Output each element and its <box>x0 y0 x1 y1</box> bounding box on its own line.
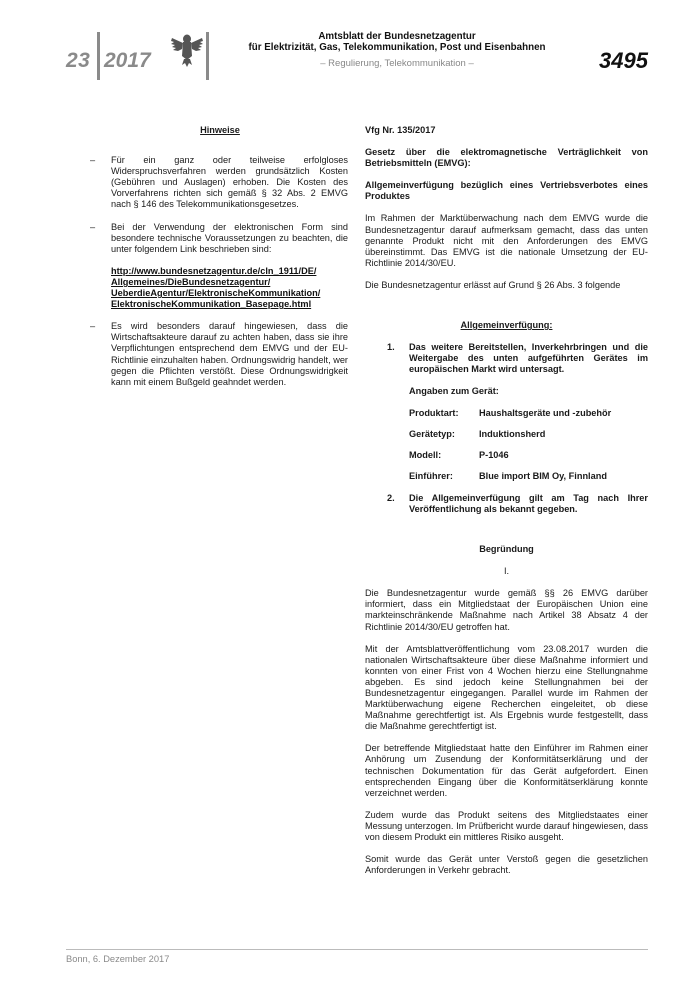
link-line[interactable]: UeberdieAgentur/ElektronischeKommunikation/ <box>111 288 321 299</box>
link-line[interactable]: ElektronischeKommunikation_Basepage.html <box>111 299 312 310</box>
note-item <box>92 321 348 388</box>
electronic-form-link[interactable] <box>111 266 348 310</box>
right-column <box>365 125 648 876</box>
page-number: 3495 <box>599 48 648 73</box>
device-row <box>409 450 648 461</box>
device-heading: Angaben zum Gerät: <box>409 386 499 397</box>
device-key: Gerätetyp: <box>409 428 455 439</box>
order-number: Vfg Nr. 135/2017 <box>365 125 436 135</box>
federal-eagle-icon <box>170 30 204 70</box>
law-title: Gesetz über die elektromagnetische Verträglichkeit von Betriebsmitteln (EMVG): <box>365 147 648 169</box>
note-text: Es wird besonders darauf hingewiesen, dass die Wirtschaftsakteure darauf zu achten haben, dass sie ihre Verpflichtungen entsprechend dem EMVG und der EU-Richtlinie einzuhalten haben. Ordnungswidrig handelt, wer gegen die Pflichten verstößt. Diese Ordnungswidrigkeit kann mit einem Bußgeld geahndet werden. <box>111 321 348 387</box>
notes-heading: Hinweise <box>200 125 240 135</box>
decree-point <box>365 342 648 375</box>
dash-marker: – <box>90 221 96 232</box>
reason-paragraph: Mit der Amtsblattveröffentlichung vom 23.08.2017 wurden die nationalen Wirtschaftsakteure über diese Maßnahme informiert und konnten von einer Frist von 4 Wochen hierzu eine Stellungnahme abgeben. Es sind jedoch keine Stellungnahmen bei der Bundesnetzagentur eingegangen. Parallel wurde im Rahmen der Marktüberwachung eigene Recherchen eingeleitet, ob diese Maßnahme gerechtfertigt ist. Als Ergebnis wurde festgestellt, dass die Maßnahme gerechtfertigt ist. <box>365 643 648 732</box>
point-number: 1. <box>387 342 395 353</box>
footer-date: Bonn, 6. Dezember 2017 <box>66 954 170 964</box>
intro-paragraph: Im Rahmen der Marktüberwachung nach dem EMVG wurde die Bundesnetzagentur darauf aufmerksam gemacht, dass das unten genannte Produkt nicht mit den Anforderungen des EMVG übereinstimmt. Das EMVG ist die nationale Umsetzung der EU-Richtlinie 2014/30/EU. <box>365 213 648 268</box>
gazette-title: Amtsblatt der Bundesnetzagentur <box>318 31 476 42</box>
device-key: Einführer: <box>409 470 453 481</box>
point-text: Die Allgemeinverfügung gilt am Tag nach Ihrer Veröffentlichung als bekannt gegeben. <box>409 492 648 514</box>
device-value: Haushaltsgeräte und -zubehör <box>479 407 612 418</box>
gazette-section: – Regulierung, Telekommunikation – <box>320 58 474 69</box>
dash-marker: – <box>90 155 96 166</box>
point-text: Das weitere Bereitstellen, Inverkehrbringen und die Weitergabe des unten aufgeführten Gerätes im europäischen Markt wird untersagt. <box>409 342 648 375</box>
note-item <box>92 155 348 210</box>
link-line[interactable]: http://www.bundesnetzagentur.de/cln_1911/DE/ <box>111 265 317 276</box>
device-row <box>409 471 648 482</box>
device-row <box>409 429 648 440</box>
reason-paragraph: Zudem wurde das Produkt seitens des Mitgliedstaates einer Messung unterzogen. Im Prüfbericht wurde darauf hingewiesen, dass von diesem Produkt ein mittleres Risiko ausgeht. <box>365 809 648 843</box>
device-key: Produktart: <box>409 407 459 418</box>
device-details <box>409 386 648 481</box>
header-bar <box>206 32 209 80</box>
subject-title: Allgemeinverfügung bezüglich eines Vertriebsverbotes eines Produktes <box>365 180 648 202</box>
device-key: Modell: <box>409 449 442 460</box>
dash-marker: – <box>90 321 96 332</box>
decree-point <box>365 493 648 515</box>
issue-year: 2017 <box>104 49 151 72</box>
reason-paragraph: Somit wurde das Gerät unter Verstoß gegen die gesetzlichen Anforderungen in Verkehr gebracht. <box>365 854 648 876</box>
note-item <box>92 222 348 311</box>
note-text: Für ein ganz oder teilweise erfolgloses Widerspruchsverfahren werden grundsätzlich Kosten (Gebühren und Auslagen) erhoben. Die Kosten des Vorverfahrens richten sich gemäß § 32 Abs. 2 EMVG nach § 146 des Telekommunikationsgesetzes. <box>111 155 348 210</box>
footer-rule <box>66 949 648 950</box>
device-value: P-1046 <box>479 449 509 460</box>
reason-paragraph: Der betreffende Mitgliedstaat hatte den Einführer im Rahmen einer Anhörung um Zusendung der Konformitätserklärung und der technischen Dokumentation für das Gerät aufgefordert. Einen entsprechenden Eingang über die Konformitätserklärung konnte verzeichnet werden. <box>365 743 648 798</box>
basis-paragraph: Die Bundesnetzagentur erlässt auf Grund § 26 Abs. 3 folgende <box>365 279 621 290</box>
device-value: Blue import BIM Oy, Finnland <box>479 470 607 481</box>
note-text: Bei der Verwendung der elektronischen Form sind besondere technische Voraussetzungen zu beachten, die unter folgendem Link beschrieben sind: <box>111 221 348 254</box>
device-row <box>409 408 648 419</box>
reason-section: I. <box>503 566 510 577</box>
link-line[interactable]: Allgemeines/DieBundesnetzagentur/ <box>111 276 271 287</box>
left-column <box>92 125 348 388</box>
reason-heading: Begründung <box>479 544 534 555</box>
gazette-subtitle: für Elektrizität, Gas, Telekommunikation, Post und Eisenbahnen <box>248 42 546 53</box>
point-number: 2. <box>387 492 395 503</box>
decree-heading: Allgemeinverfügung: <box>460 320 553 331</box>
header-divider <box>97 32 100 80</box>
issue-number: 23 <box>66 49 91 72</box>
reason-paragraph: Die Bundesnetzagentur wurde gemäß §§ 26 EMVG darüber informiert, dass ein Mitgliedstaat der Europäischen Union eine markteinschränkende Maßnahme nach Artikel 38 Absatz 4 der Richtlinie 2014/30/EU getroffen hat. <box>365 588 648 632</box>
device-value: Induktionsherd <box>479 428 546 439</box>
